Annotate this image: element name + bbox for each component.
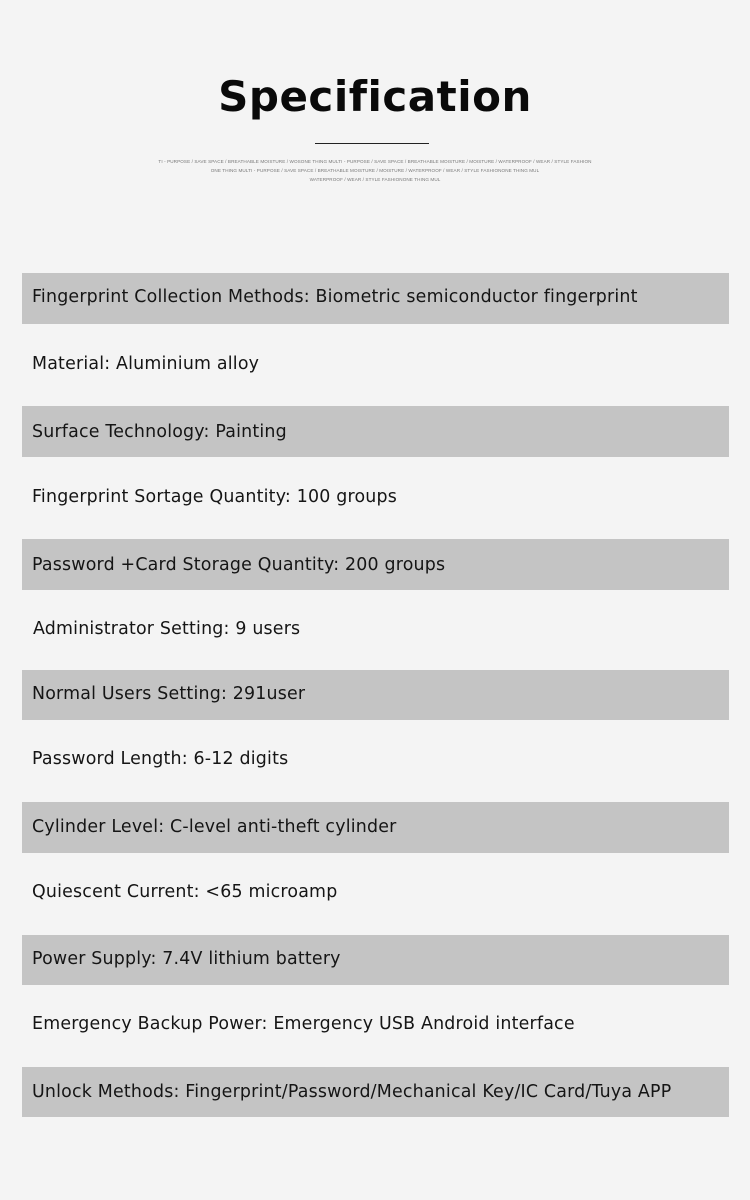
spec-text: Surface Technology: Painting — [32, 422, 287, 442]
spec-text: Administrator Setting: 9 users — [33, 619, 301, 639]
spec-text: Normal Users Setting: 291user — [32, 684, 306, 704]
spec-rows — [22, 0, 729, 1200]
page-title: Specification — [218, 72, 532, 121]
spec-text: Quiescent Current: <65 microamp — [32, 882, 338, 902]
tagline-line: TI - PURPOSE / SAVE SPACE / BREATHABLE MOISTURE / WOSONE THING MULTI - PURPOSE / SAVE SPACE / BREATHABLE MOISTURE / MOISTURE / WATERPROOF / WEAR / STYLE FASHION — [158, 159, 592, 164]
spec-text: Fingerprint Sortage Quantity: 100 groups — [32, 487, 397, 507]
spec-text: Emergency Backup Power: Emergency USB Android interface — [32, 1014, 575, 1034]
tagline-line: WATERPROOF / WEAR / STYLE FASHIONONE THING MUL — [309, 177, 441, 182]
spec-text: Material: Aluminium alloy — [32, 354, 260, 374]
spec-text: Cylinder Level: C-level anti-theft cylinder — [32, 817, 397, 837]
spec-text: Password Length: 6-12 digits — [32, 749, 289, 769]
tagline-line: ONE THING MULTI - PURPOSE / SAVE SPACE / BREATHABLE MOISTURE / MOISTURE / WATERPROOF / WEAR / STYLE FASHIONONE THING MUL — [210, 168, 540, 173]
spec-text: Power Supply: 7.4V lithium battery — [32, 949, 341, 969]
spec-text: Password +Card Storage Quantity: 200 groups — [32, 555, 446, 575]
spec-text: Unlock Methods: Fingerprint/Password/Mechanical Key/IC Card/Tuya APP — [32, 1082, 672, 1102]
spec-text: Fingerprint Collection Methods: Biometric semiconductor fingerprint — [32, 287, 638, 307]
